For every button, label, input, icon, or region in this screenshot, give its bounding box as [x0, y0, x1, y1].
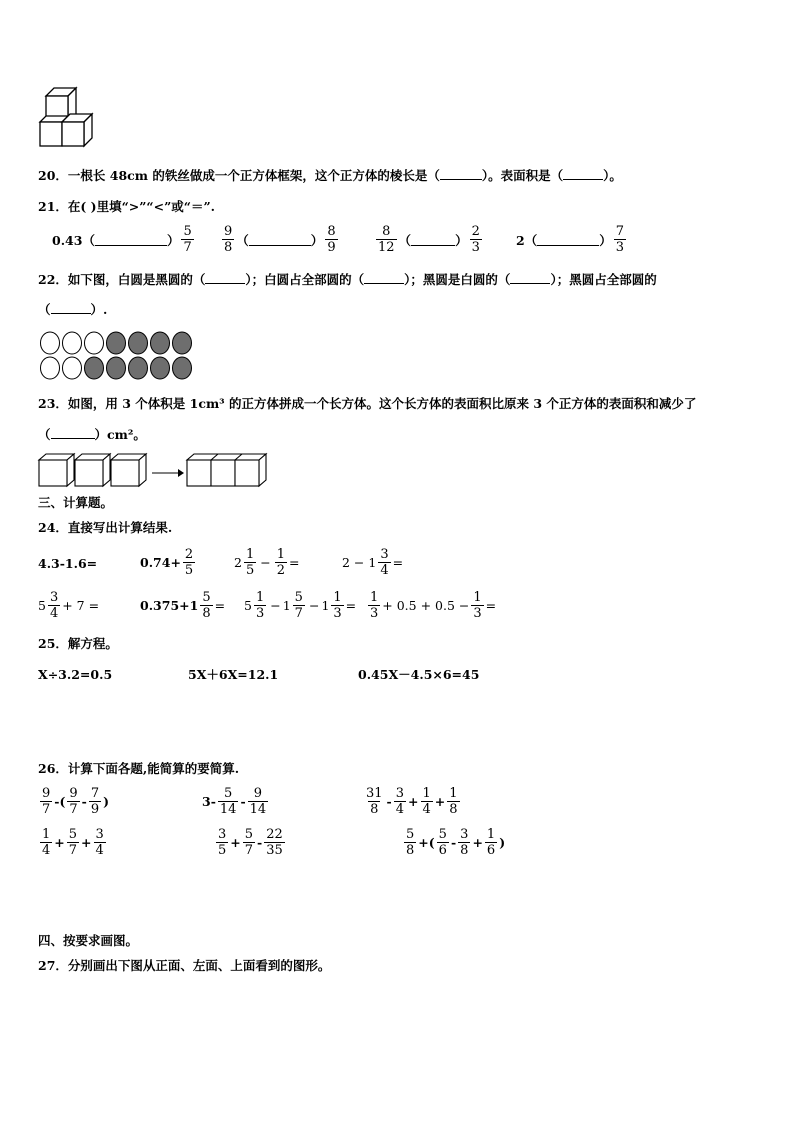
question-21 — [38, 199, 215, 215]
question-20 — [38, 168, 622, 184]
q21-text: 21．在( )里填“>”“<”或“＝”. — [38, 199, 216, 214]
fraction: $\frac{1}{3}$ — [255, 590, 265, 621]
fraction: $\frac{9}{14}$ — [249, 786, 267, 817]
answer-blank[interactable] — [563, 168, 603, 180]
q21-compare-3 — [374, 224, 484, 255]
fraction: $\frac{1}{3}$ — [333, 590, 342, 621]
fraction: $\frac{7}{3}$ — [615, 224, 624, 255]
q25-equation-1: X÷3.2=0.5 — [38, 667, 113, 682]
fraction: $\frac{1}{4}$ — [42, 827, 51, 858]
q23-text-c: ）cm²。 — [94, 427, 146, 442]
q21-paren: ） — [166, 232, 180, 248]
question-27 — [38, 958, 330, 974]
stacked-cubes-figure — [38, 86, 100, 148]
q25-equation-2: 5X＋6X=12.1 — [188, 667, 279, 682]
q27-title: 27．分别画出下图从正面、左面、上面看到的图形。 — [38, 958, 331, 973]
q22-text-e: （ — [38, 302, 51, 317]
q26-expr-2: 3- $\frac{5}{14}$ - $\frac{9}{14}$ — [202, 786, 267, 817]
paren-close: ） — [455, 232, 468, 248]
cubes-to-cuboid-figure — [38, 452, 270, 488]
white-circle — [63, 332, 82, 354]
q24-expr-8: $\frac{1}{3}$ + 0.5 + 0.5 − $\frac{1}{3}$ = — [370, 590, 497, 621]
paren-open: （ — [398, 232, 412, 248]
black-circle — [129, 332, 148, 354]
fraction: $\frac{5}{8}$ — [406, 827, 415, 858]
fraction: $\frac{3}{8}$ — [460, 827, 469, 858]
q26-expr-5: $\frac{3}{5}$ + $\frac{5}{7}$ - $\frac{22}{35}$ — [218, 827, 283, 858]
answer-blank[interactable] — [51, 302, 91, 314]
fraction: $\frac{2}{3}$ — [471, 224, 480, 255]
section-3-title: 三、计算题。 — [38, 495, 114, 510]
q22-text-f: ）. — [90, 302, 108, 317]
answer-blank[interactable] — [537, 234, 599, 246]
fraction: $\frac{1}{5}$ — [245, 547, 255, 578]
q24-expr-5: 5 $\frac{3}{4}$ + 7 = — [38, 590, 100, 621]
q26-expr-6: $\frac{5}{8}$ +( $\frac{5}{6}$ - $\frac{3}{8}$ + $\frac{1}{6}$ ) — [406, 827, 506, 858]
black-circle — [173, 357, 192, 379]
q24-expr-6: 0.375+1 $\frac{5}{8}$ = — [140, 590, 226, 621]
fraction: $\frac{5}{14}$ — [219, 786, 237, 817]
question-26 — [38, 761, 239, 777]
question-25 — [38, 636, 118, 652]
arrow-icon — [152, 469, 184, 477]
section-3-heading — [38, 495, 113, 511]
q26-title: 26．计算下面各题,能简算的要简算. — [38, 761, 240, 776]
question-24 — [38, 520, 172, 536]
q24-expr-1: 4.3-1.6= — [38, 556, 98, 571]
question-22 — [38, 272, 657, 288]
answer-blank[interactable] — [249, 234, 311, 246]
q21-c1-left: 0.43（ — [52, 232, 95, 248]
black-circle — [107, 332, 126, 354]
question-22-cont — [38, 302, 107, 318]
paren-open: （ — [236, 232, 249, 248]
fraction: $\frac{1}{3}$ — [370, 590, 379, 621]
question-23 — [38, 396, 696, 412]
fraction: $\frac{5}{8}$ — [202, 590, 211, 621]
fraction: $\frac{7}{9}$ — [90, 786, 100, 817]
white-circle — [85, 332, 104, 354]
q24-title: 24．直接写出计算结果. — [38, 520, 173, 535]
q23-text-a: 23．如图，用 3 个体积是 1cm³ 的正方体拼成一个长方体。这个长方体的表面积比原来 3 个正方体的表面积和减少了 — [38, 396, 697, 411]
fraction: $\frac{3}{5}$ — [218, 827, 227, 858]
q26-expr-4: $\frac{1}{4}$ + $\frac{5}{7}$ + $\frac{3}{4}$ — [42, 827, 104, 858]
q23-text-b: （ — [38, 427, 51, 442]
answer-blank[interactable] — [364, 272, 404, 284]
section-4-heading — [38, 933, 138, 949]
q22-text-b: ）；白圆占全部圆的（ — [245, 272, 365, 287]
q25-equation-3: 0.45X－4.5×6=45 — [358, 667, 480, 682]
black-circle — [129, 357, 148, 379]
fraction: $\frac{5}{7}$ — [183, 224, 192, 255]
paren-close: ） — [599, 232, 612, 248]
q20-text-b: ）。表面积是（ — [481, 168, 564, 183]
fraction: $\frac{2}{5}$ — [184, 547, 194, 578]
white-circle — [41, 357, 60, 379]
fraction: $\frac{3}{4}$ — [95, 827, 104, 858]
q22-text-d: ）；黑圆占全部圆的 — [550, 272, 657, 287]
fraction: $\frac{5}{7}$ — [294, 590, 303, 621]
q21-c4-left: 2（ — [516, 232, 538, 248]
q20-text-c: ）。 — [603, 168, 622, 183]
fraction: $\frac{8}{12}$ — [378, 224, 395, 255]
section-4-title: 四、按要求画图。 — [38, 933, 139, 948]
fraction: $\frac{5}{6}$ — [438, 827, 447, 858]
answer-blank[interactable] — [411, 234, 455, 246]
fraction: $\frac{9}{8}$ — [224, 224, 233, 255]
circles-figure — [40, 330, 196, 382]
fraction: $\frac{1}{3}$ — [473, 590, 482, 621]
fraction: $\frac{1}{8}$ — [449, 786, 458, 817]
black-circle — [107, 357, 126, 379]
q22-text-c: ）；黑圆是白圆的（ — [404, 272, 511, 287]
answer-blank[interactable] — [51, 427, 95, 439]
black-circle — [173, 332, 192, 354]
q20-text: 20．一根长 48cm 的铁丝做成一个正方体框架，这个正方体的棱长是（ — [38, 168, 440, 183]
q21-compare-4 — [516, 224, 628, 255]
answer-blank[interactable] — [440, 168, 482, 180]
fraction: $\frac{1}{6}$ — [486, 827, 496, 858]
q25-title: 25．解方程。 — [38, 636, 118, 651]
black-circle — [151, 357, 170, 379]
fraction: $\frac{1}{2}$ — [276, 547, 285, 578]
fraction: $\frac{9}{7}$ — [69, 786, 78, 817]
paren-close: ） — [310, 232, 324, 248]
fraction: $\frac{22}{35}$ — [266, 827, 283, 858]
fraction: $\frac{3}{4}$ — [49, 590, 59, 621]
answer-blank[interactable] — [95, 234, 167, 246]
fraction: $\frac{5}{7}$ — [244, 827, 254, 858]
fraction: $\frac{3}{4}$ — [380, 547, 389, 578]
white-circle — [41, 332, 60, 354]
fraction: $\frac{31}{8}$ — [366, 786, 383, 817]
question-23-cont — [38, 427, 146, 443]
fraction: $\frac{1}{4}$ — [422, 786, 431, 817]
black-circle — [85, 357, 104, 379]
fraction: $\frac{9}{7}$ — [42, 786, 51, 817]
white-circle — [63, 357, 82, 379]
q24-expr-7: 5 $\frac{1}{3}$ − 1 $\frac{5}{7}$ − 1 $\frac{1}{3}$ = — [244, 590, 357, 621]
q22-text-a: 22．如下图，白圆是黑圆的（ — [38, 272, 206, 287]
fraction: $\frac{5}{7}$ — [68, 827, 78, 858]
answer-blank[interactable] — [510, 272, 550, 284]
q24-expr-2: 0.74+ $\frac{2}{5}$ — [140, 547, 194, 578]
q24-expr-4: 2 − 1 $\frac{3}{4}$ = — [342, 547, 404, 578]
q26-expr-1: $\frac{9}{7}$ -( $\frac{9}{7}$ - $\frac{7}{9}$ ) — [42, 786, 110, 817]
answer-blank[interactable] — [205, 272, 245, 284]
fraction: $\frac{3}{4}$ — [395, 786, 405, 817]
q24-expr-3: 2 $\frac{1}{5}$ − $\frac{1}{2}$ = — [234, 547, 300, 578]
q21-compare-1 — [52, 224, 196, 255]
q26-expr-3: $\frac{31}{8}$ - $\frac{3}{4}$ + $\frac{1}{4}$ + $\frac{1}{8}$ — [366, 786, 458, 817]
black-circle — [151, 332, 170, 354]
q21-compare-2 — [220, 224, 340, 255]
fraction: $\frac{8}{9}$ — [327, 224, 336, 255]
